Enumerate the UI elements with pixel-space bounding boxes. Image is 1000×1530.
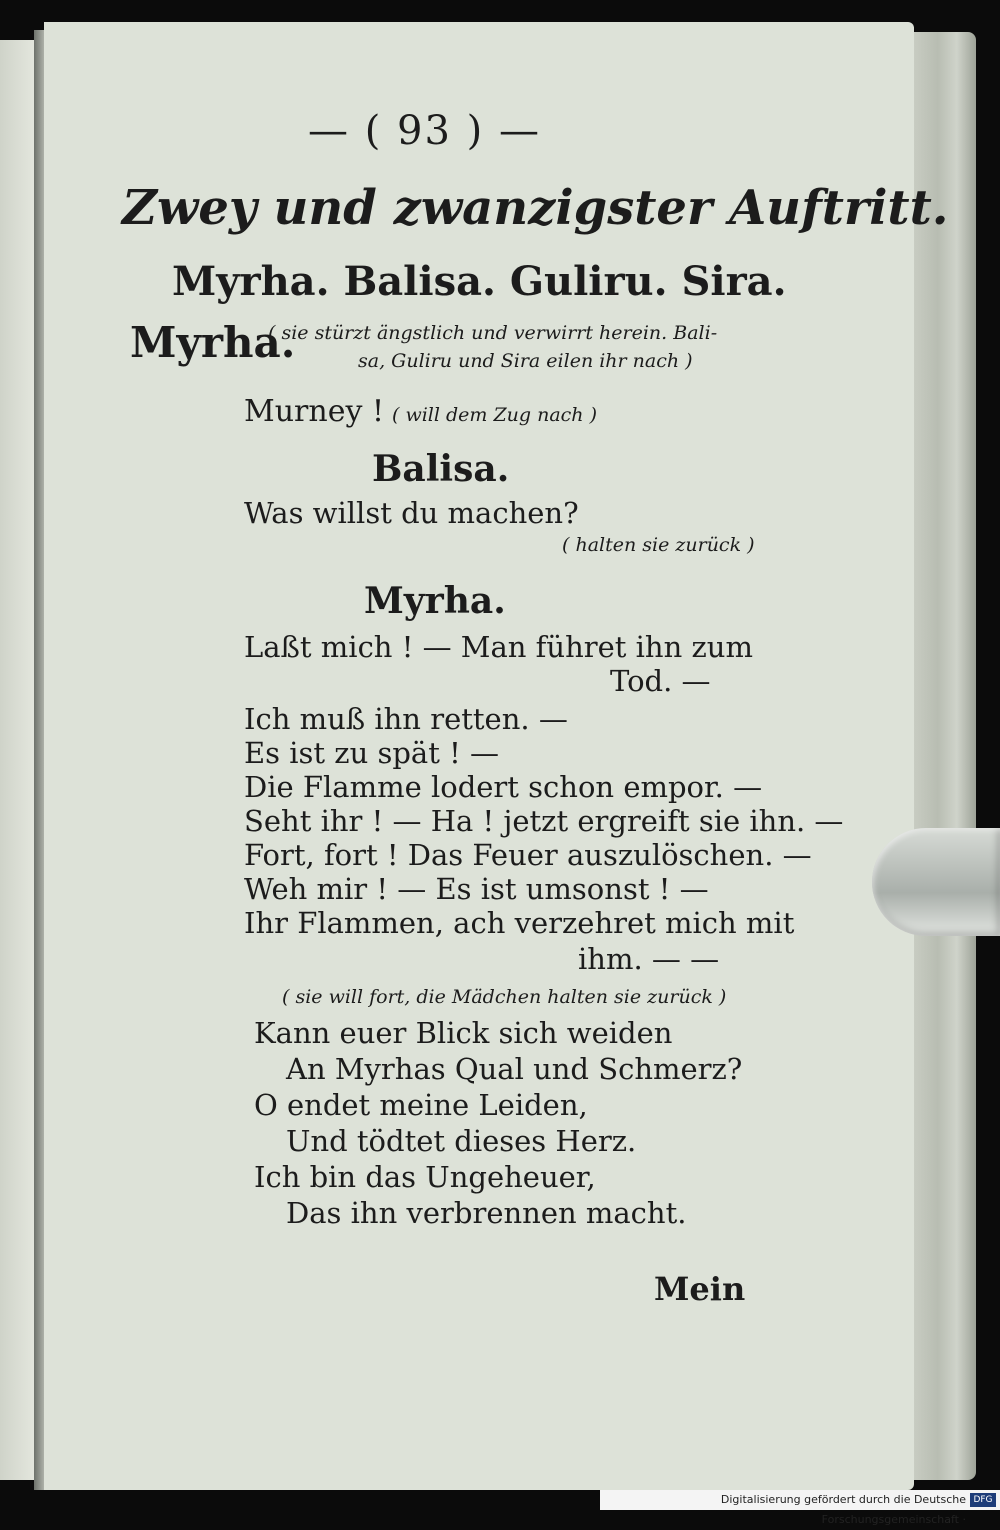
footer-text: Digitalisierung gefördert durch die Deutsche Forschungsgemeinschaft ·: [720, 1493, 966, 1526]
page-stack-edge: [912, 32, 976, 1480]
stage-direction-line-1: ( sie stürzt ängstlich und verwirrt herein. Bali-: [268, 322, 718, 344]
myrha-line-2: Tod. —: [610, 664, 711, 698]
song-line-3: O endet meine Leiden,: [254, 1088, 588, 1122]
speaker-myrha-opening: Myrha.: [130, 318, 296, 367]
song-line-4: Und tödtet dieses Herz.: [286, 1124, 637, 1158]
scene-title: Zwey und zwanzigster Auftritt.: [122, 180, 949, 236]
myrha-line-3: Ich muß ihn retten. —: [244, 702, 568, 736]
speaker-myrha: Myrha.: [364, 580, 506, 622]
song-line-6: Das ihn verbrennen macht.: [286, 1196, 687, 1230]
song-line-1: Kann euer Blick sich weiden: [254, 1016, 673, 1050]
cast-list: Myrha. Balisa. Guliru. Sira.: [172, 258, 787, 305]
myrha-line-7: Fort, fort ! Das Feuer auszulöschen. —: [244, 838, 812, 872]
myrha-line-9: Ihr Flammen, ach verzehret mich mit: [244, 906, 795, 940]
balisa-line: Was willst du machen?: [244, 496, 579, 530]
myrha-line-5: Die Flamme lodert schon empor. —: [244, 770, 763, 804]
opening-line: [244, 394, 597, 429]
page-clip-tab: [872, 828, 1000, 936]
myrha-line-8: Weh mir ! — Es ist umsonst ! —: [244, 872, 709, 906]
myrha-line-6: Seht ihr ! — Ha ! jetzt ergreift sie ihn. —: [244, 804, 844, 838]
dfg-logo: DFG: [970, 1493, 996, 1507]
song-line-2: An Myrhas Qual und Schmerz?: [286, 1052, 743, 1086]
speaker-balisa: Balisa.: [372, 448, 510, 490]
opening-line-text: Murney !: [244, 394, 384, 429]
page-number: — ( 93 ) —: [308, 108, 541, 154]
catchword: Mein: [654, 1270, 746, 1308]
digitization-footer: [600, 1490, 1000, 1526]
left-page-edge: [0, 40, 34, 1480]
myrha-line-10: ihm. — —: [578, 942, 720, 976]
opening-line-direction: ( will dem Zug nach ): [392, 404, 597, 426]
myrha-line-1: Laßt mich ! — Man führet ihn zum: [244, 630, 753, 664]
myrha-direction: ( sie will fort, die Mädchen halten sie zurück ): [282, 986, 727, 1008]
myrha-line-4: Es ist zu spät ! —: [244, 736, 499, 770]
song-line-5: Ich bin das Ungeheuer,: [254, 1160, 596, 1194]
balisa-direction: ( halten sie zurück ): [562, 534, 755, 556]
stage-direction-line-2: sa, Guliru und Sira eilen ihr nach ): [358, 350, 693, 372]
